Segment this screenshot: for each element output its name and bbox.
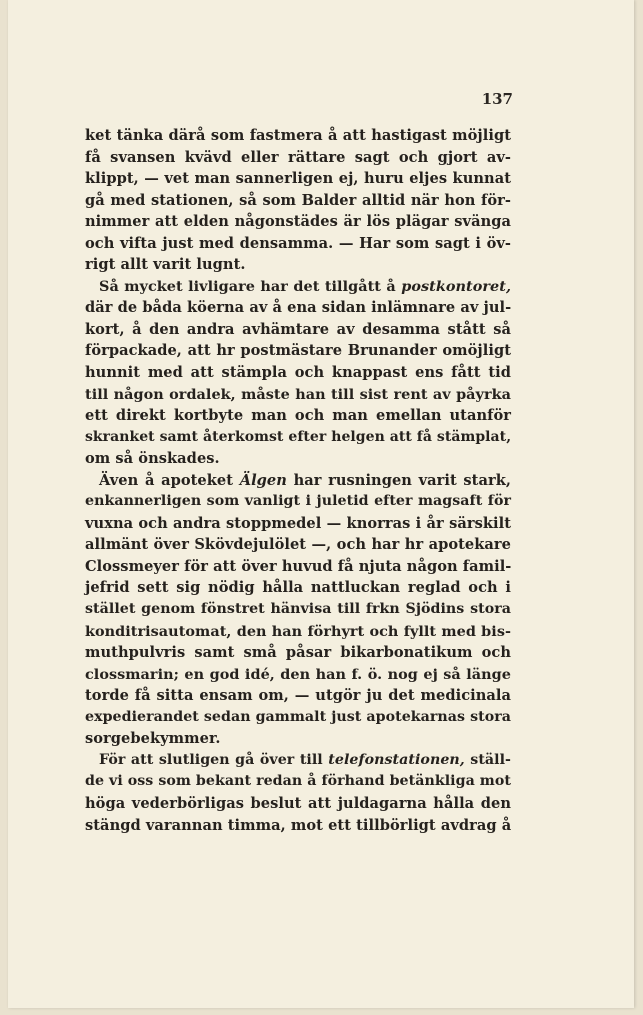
- text-line: nimmer att elden någonstädes är lös plägar svänga: [85, 213, 511, 231]
- text-line: gå med stationen, så som Balder alltid när hon för-: [85, 191, 511, 209]
- text-line: expedierandet sedan gammalt just apotekarnas stora: [85, 708, 511, 725]
- text-line: stället genom fönstret hänvisa till frkn Sjödins stora: [85, 601, 511, 618]
- text-line: allmänt över Skövdejulölet —, och har hr apotekare: [85, 536, 511, 554]
- paragraph-start-line: För att slutligen gå över till telefonstationen, ställ-: [99, 751, 511, 768]
- text-line: förpackade, att hr postmästare Brunander omöjligt: [85, 342, 511, 360]
- text-line: där de båda köerna av å ena sidan inlämnare av jul-: [85, 299, 512, 317]
- text-line: höga vederbörligas beslut att juldagarna hålla den: [85, 794, 511, 812]
- text-line: Clossmeyer för att över huvud få njuta någon famil-: [85, 557, 512, 575]
- italic-term: postkontoret,: [401, 277, 511, 295]
- text-line: de vi oss som bekant redan å förhand betänkliga mot: [85, 773, 511, 790]
- text-line: kort, å den andra avhämtare av desamma stått så: [85, 320, 511, 338]
- paragraph-start-line: Så mycket livligare har det tillgått å postkontoret,: [99, 277, 511, 295]
- paragraph-end-line: rigt allt varit lugnt.: [85, 256, 246, 274]
- text-line: ket tänka därå som fastmera å att hastigast möjligt: [85, 127, 511, 144]
- text-line: konditrisautomat, den han förhyrt och fyllt med bis-: [85, 622, 511, 640]
- paragraph-end-line: sorgebekymmer.: [85, 730, 221, 748]
- page-number: 137: [481, 90, 513, 108]
- paragraph-end-line: om så önskades.: [85, 450, 220, 468]
- text-line: enkannerligen som vanligt i juletid efter magsaft för: [85, 493, 511, 510]
- text-line: få svansen kvävd eller rättare sagt och gjort av-: [85, 148, 511, 166]
- italic-term: Älgen: [239, 471, 287, 489]
- text-line: torde få sitta ensam om, — utgör ju det medicinala: [85, 687, 511, 705]
- text-line: vuxna och andra stoppmedel — knorras i år särskilt: [85, 514, 511, 532]
- text-line: och vifta just med densamma. — Har som sagt i öv-: [85, 234, 511, 252]
- text-line: till någon ordalek, måste han till sist rent av påyrka: [85, 385, 511, 403]
- text-line: skranket samt återkomst efter helgen att få stämplat,: [85, 428, 512, 445]
- text-line: klippt, — vet man sannerligen ej, huru eljes kunnat: [85, 170, 511, 188]
- text-line: muthpulvris samt små påsar bikarbonatikum och: [85, 644, 511, 662]
- italic-term: telefonstationen,: [328, 751, 465, 768]
- paragraph-start-line: Även å apoteket Älgen har rusningen varit stark,: [99, 471, 511, 489]
- text-line: clossmarin; en god idé, den han f. ö. nog ej så länge: [85, 665, 511, 683]
- text-line: hunnit med att stämpla och knappast ens fått tid: [85, 364, 511, 382]
- book-page: [8, 0, 634, 1008]
- text-line: stängd varannan timma, mot ett tillbörligt avdrag å: [85, 816, 512, 834]
- body-text: [85, 125, 511, 836]
- text-line: ett direkt kortbyte man och man emellan utanför: [85, 407, 511, 425]
- text-line: jefrid sett sig nödig hålla nattluckan reglad och i: [85, 579, 511, 597]
